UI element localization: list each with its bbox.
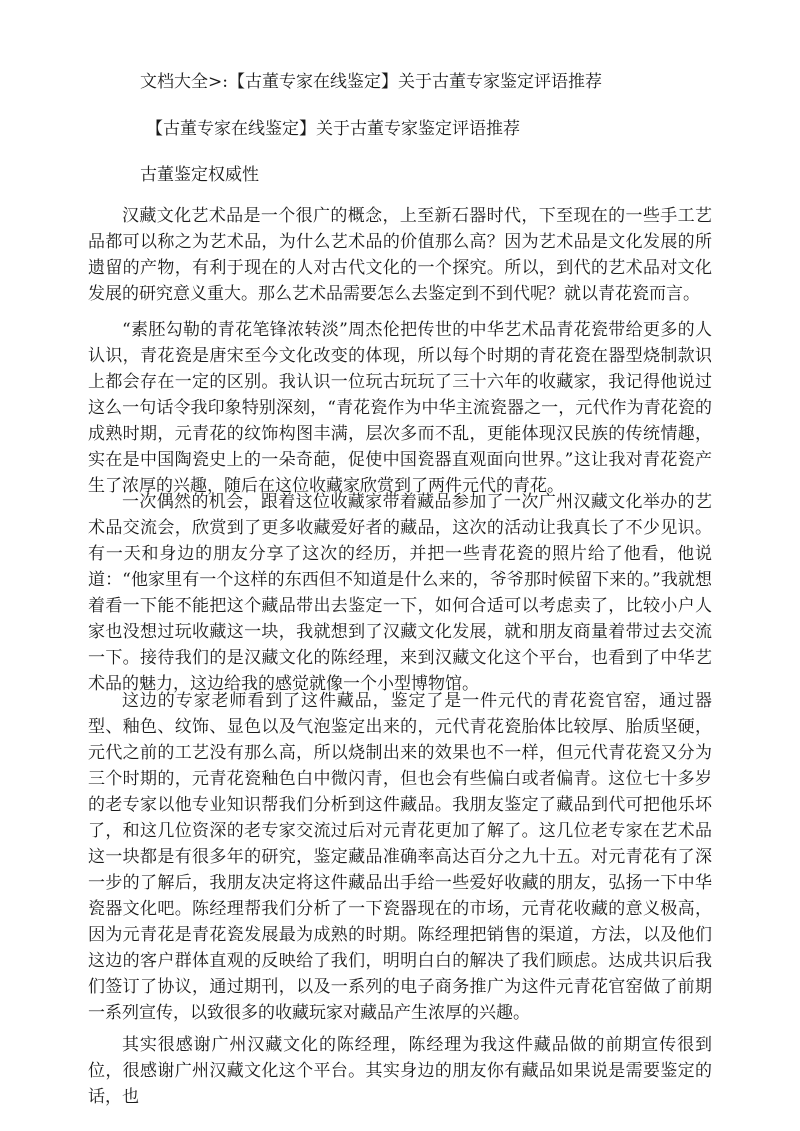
section-heading: 古董鉴定权威性	[140, 165, 259, 185]
paragraph-5: 其实很感谢广州汉藏文化的陈经理，陈经理为我这件藏品做的前期宣传很到位，很感谢广州汉藏文化这个平台。其实身边的朋友你有藏品如果说是需要鉴定的话，也	[88, 1035, 712, 1107]
paragraph-1: 汉藏文化艺术品是一个很广的概念，上至新石器时代，下至现在的一些手工艺品都可以称之为艺术品，为什么艺术品的价值那么高？因为艺术品是文化发展的所遗留的产物，有利于现在的人对古代文化的一个探究。所以，到代的艺术品对文化发展的研究意义重大。那么艺术品需要怎么去鉴定到不到代呢？就以青花瓷而言。	[88, 206, 712, 304]
paragraph-4: 这边的专家老师看到了这件藏品，鉴定了是一件元代的青花瓷官窑，通过器型、釉色、纹饰、显色以及气泡鉴定出来的，元代青花瓷胎体比较厚、胎质坚硬，元代之前的工艺没有那么高，所以烧制出来的效果也不一样，但元代青花瓷又分为三个时期的，元青花瓷釉色白中微闪青，但也会有些偏白或者偏青。这位七十多岁的老专家以他专业知识帮我们分析到这件藏品。我朋友鉴定了藏品到代可把他乐坏了，和这几位资深的老专家交流过后对元青花更加了解了。这几位老专家在艺术品这一块都是有很多年的研究，鉴定藏品准确率高达百分之九十五。对元青花有了深一步的了解后，我朋友决定将这件藏品出手给一些爱好收藏的朋友，弘扬一下中华瓷器文化吧。陈经理帮我们分析了一下瓷器现在的市场，元青花收藏的意义极高，因为元青花是青花瓷发展最为成熟的时期。陈经理把销售的渠道，方法，以及他们这边的客户群体直观的反映给了我们，明明白白的解决了我们顾虑。达成共识后我们签订了协议，通过期刊，以及一系列的电子商务推广为这件元青花官窑做了前期一系列宣传，以致很多的收藏玩家对藏品产生浓厚的兴趣。	[88, 691, 712, 1023]
document-breadcrumb: 文档大全>:【古董专家在线鉴定】关于古董专家鉴定评语推荐	[140, 72, 602, 92]
paragraph-2: “素胚勾勒的青花笔锋浓转淡”周杰伦把传世的中华艺术品青花瓷带给更多的人认识，青花瓷是唐宋至今文化改变的体现，所以每个时期的青花瓷在器型烧制款识上都会存在一定的区别。我认识一位玩古玩玩了三十六年的收藏家，我记得他说过这么一句话令我印象特别深刻，“青花瓷作为中华主流瓷器之一，元代作为青花瓷的成熟时期，元青花的纹饰构图丰满，层次多而不乱，更能体现汉民族的传统情趣，实在是中国陶瓷史上的一朵奇葩，促使中国瓷器直观面向世界。”这让我对青花瓷产生了浓厚的兴趣，随后在这位收藏家欣赏到了两件元代的青花。	[88, 320, 712, 496]
document-title: 【古董专家在线鉴定】关于古董专家鉴定评语推荐	[146, 119, 520, 139]
paragraph-3: 一次偶然的机会，跟着这位收藏家带着藏品参加了一次广州汉藏文化举办的艺术品交流会，欣赏到了更多收藏爱好者的藏品，这次的活动让我真长了不少见识。有一天和身边的朋友分享了这次的经历，并把一些青花瓷的照片给了他看，他说道：“他家里有一个这样的东西但不知道是什么来的，爷爷那时候留下来的。”我就想着看一下能不能把这个藏品带出去鉴定一下，如何合适可以考虑卖了，比较小户人家也没想过玩收藏这一块，我就想到了汉藏文化发展，就和朋友商量着带过去交流一下。接待我们的是汉藏文化的陈经理，来到汉藏文化这个平台，也看到了中华艺术品的魅力，这边给我的感觉就像一个小型博物馆。	[88, 492, 712, 694]
